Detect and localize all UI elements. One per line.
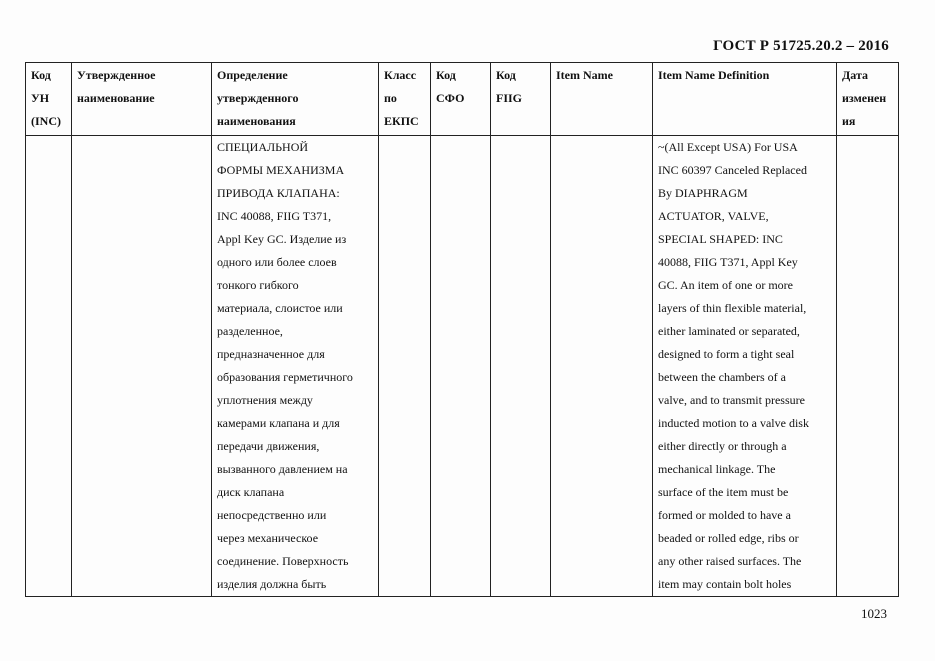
column-header-fiig-code: Код FIIG — [491, 63, 551, 136]
document-code: ГОСТ Р 51725.20.2 – 2016 — [713, 38, 889, 54]
column-header-change-date: Дата изменен ия — [837, 63, 899, 136]
cell-fiig-code — [491, 136, 551, 597]
cell-inc — [26, 136, 72, 597]
cell-approved-name — [72, 136, 212, 597]
column-header-inc: Код УН (INC) — [26, 63, 72, 136]
page-number: 1023 — [861, 606, 887, 621]
column-header-ekps-class: Класс по ЕКПС — [379, 63, 431, 136]
cell-sfo-code — [431, 136, 491, 597]
cell-change-date — [837, 136, 899, 597]
column-header-item-name: Item Name — [551, 63, 653, 136]
item-name-table — [25, 62, 899, 597]
cell-definition-en: ~(All Except USA) For USA INC 60397 Canceled Replaced By DIAPHRAGM ACTUATOR, VALVE, SPECIAL SHAPED: INC 40088, FIIG T371, Appl Key GC. An item of one or more layers of thin flexible material, either laminated or separated, designed to form a tight seal between the chambers of a valve, and to transmit pressure inducted motion to a valve disk either directly or through a mechanical linkage. The surface of the item must be formed or molded to have a beaded or rolled edge, ribs or any other raised surfaces. The item may contain bolt holes — [653, 136, 837, 597]
column-header-sfo-code: Код СФО — [431, 63, 491, 136]
column-header-approved-name: Утвержденное наименование — [72, 63, 212, 136]
table-header-row — [26, 63, 899, 136]
column-header-item-name-definition: Item Name Definition — [653, 63, 837, 136]
cell-item-name — [551, 136, 653, 597]
column-header-definition-ru: Определение утвержденного наименования — [212, 63, 379, 136]
cell-ekps-class — [379, 136, 431, 597]
cell-definition-ru: СПЕЦИАЛЬНОЙ ФОРМЫ МЕХАНИЗМА ПРИВОДА КЛАПАНА: INC 40088, FIIG T371, Appl Key GC. Изделие из одного или более слоев тонкого гибкого материала, слоистое или разделенное, предназначенное для образования герметичного уплотнения между камерами клапана и для передачи движения, вызванного давлением на диск клапана непосредственно или через механическое соединение. Поверхность изделия должна быть — [212, 136, 379, 597]
table-row — [26, 136, 899, 597]
